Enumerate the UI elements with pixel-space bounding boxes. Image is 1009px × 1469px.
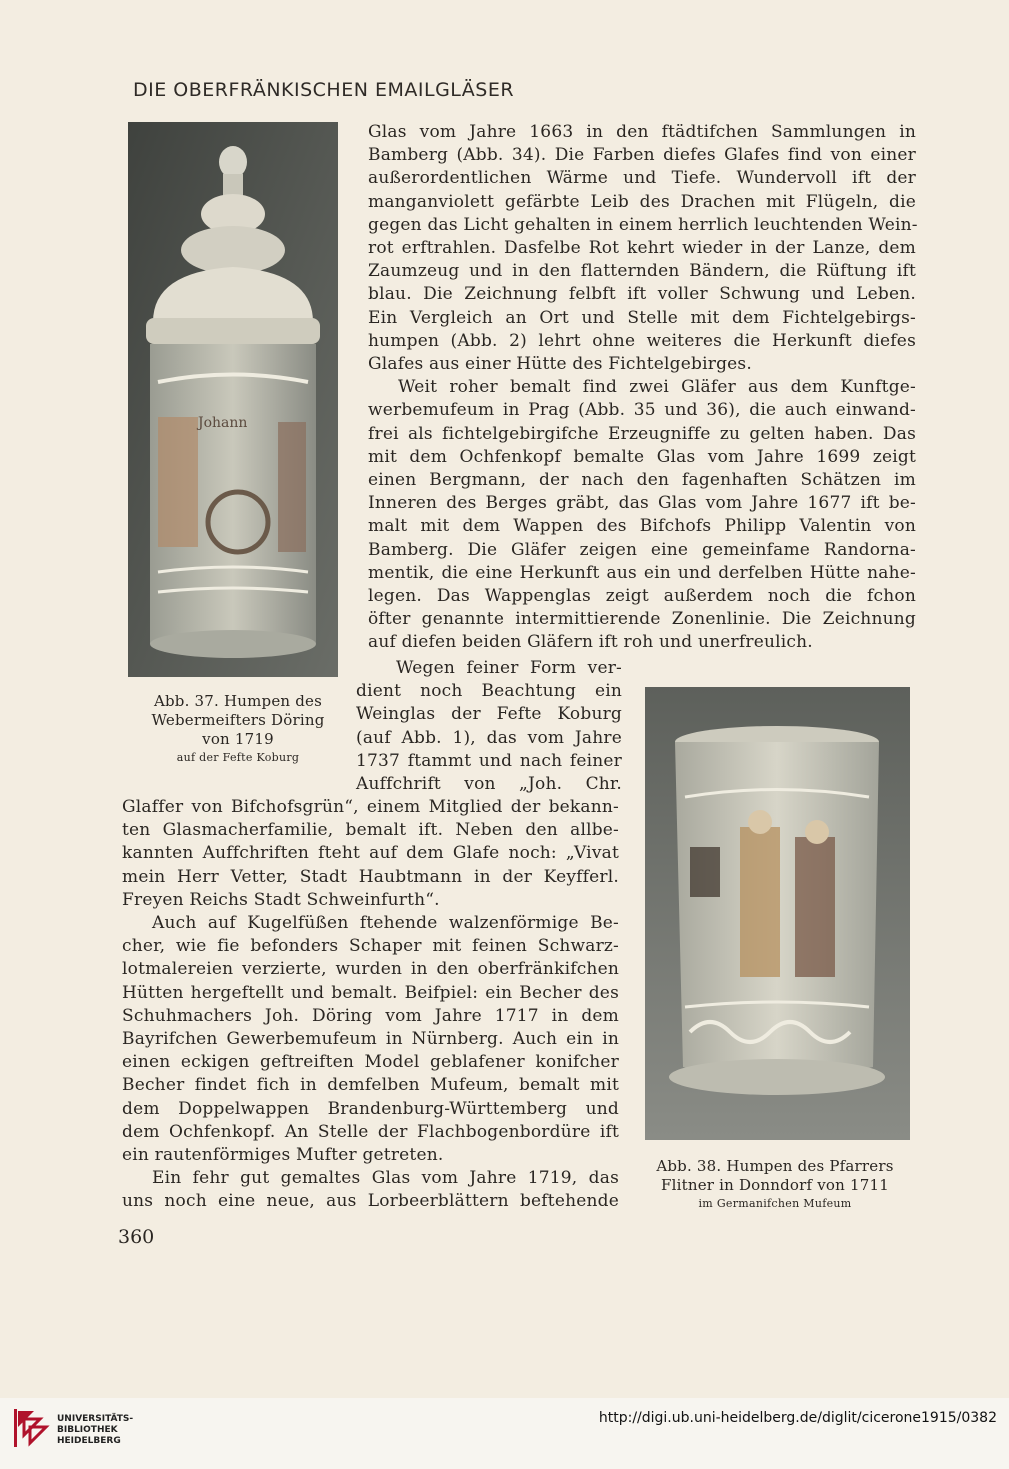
body-text-bottom: [122, 796, 619, 1214]
text-line: Inneren des Berges gräbt, das Glas vom Jahre 1677 ift be-: [368, 493, 916, 514]
figure-38-photo: [645, 687, 910, 1140]
caption-line: Flitner in Donndorf von 1711: [661, 1176, 889, 1194]
text-line: mein Herr Vetter, Stadt Haubtmann in der Keyfferl.: [122, 866, 619, 887]
text-line: Glas vom Jahre 1663 in den ftädtifchen Sammlungen in: [368, 122, 916, 142]
text-line: Glafes aus einer Hütte des Fichtelgebirges.: [368, 354, 752, 375]
library-line: UNIVERSITÄTS-: [57, 1414, 134, 1424]
text-line: cher, wie fie befonders Schaper mit feinen Schwarz-: [122, 936, 619, 957]
text-line: Auffchrift von „Joh. Chr.: [356, 774, 622, 795]
text-line: frei als fichtelgebirgifche Erzeugniffe zu gelten haben. Das: [368, 423, 916, 444]
text-line: malt mit dem Wappen des Bifchofs Philipp Valentin von: [368, 516, 916, 537]
library-line: HEIDELBERG: [57, 1436, 121, 1446]
svg-text:Johann: Johann: [198, 415, 248, 431]
text-line: Becher findet fich in demfelben Mufeum, bemalt mit: [122, 1075, 619, 1096]
text-line: werbemufeum in Prag (Abb. 35 und 36), die auch einwand-: [368, 400, 916, 421]
text-line: Glaffer von Bifchofsgrün“, einem Mitglied der bekann-: [122, 797, 619, 817]
text-line: Ein Vergleich an Ort und Stelle mit dem Fichtelgebirgs-: [368, 307, 916, 328]
text-line: einen eckigen geftreiften Model geblafener konifcher: [122, 1052, 619, 1073]
page-number: 360: [118, 1226, 155, 1248]
source-url-link[interactable]: http://digi.ub.uni-heidelberg.de/diglit/cicerone1915/0382: [598, 1410, 997, 1426]
text-line: Freyen Reichs Stadt Schweinfurth“.: [122, 889, 440, 910]
text-line: lotmalereien verzierte, wurden in den oberfränkifchen: [122, 959, 619, 980]
text-line: 1737 ftammt und nach feiner: [356, 750, 622, 771]
text-line: Auch auf Kugelfüßen ftehende walzenförmige Be-: [152, 913, 619, 934]
text-line: öfter genannte intermittierende Zonenlinie. Die Zeichnung: [368, 609, 916, 630]
figure-38-caption: [640, 1157, 910, 1212]
caption-line: Webermeifters Döring: [151, 711, 325, 729]
text-line: dient noch Beachtung ein: [356, 681, 622, 702]
text-line: einen Bergmann, der nach den fagenhaften Schätzen im: [368, 470, 916, 491]
library-name: [57, 1414, 133, 1447]
text-line: legen. Das Wappenglas zeigt außerdem noch die fchon: [368, 586, 916, 607]
text-line: (auf Abb. 1), das vom Jahre: [356, 727, 622, 748]
text-line: ein rautenförmiges Mufter getreten.: [122, 1145, 444, 1166]
body-text-middle: [356, 657, 622, 796]
tankard-illustration: [645, 687, 910, 1140]
text-line: Weit roher bemalt find zwei Gläfer aus dem Kunftge-: [398, 377, 916, 398]
text-line: humpen (Abb. 2) lehrt ohne weiteres die Herkunft diefes: [368, 330, 916, 351]
figure-37-photo: [128, 122, 338, 677]
figure-37-caption: [118, 692, 358, 766]
text-line: mit dem Ochfenkopf bemalte Glas vom Jahre 1699 zeigt: [368, 446, 916, 467]
lidded-tankard-illustration: [128, 122, 338, 677]
library-line: BIBLIOTHEK: [57, 1425, 118, 1435]
caption-location: im Germanifchen Mufeum: [698, 1197, 852, 1210]
library-logo-icon: [10, 1405, 50, 1451]
text-line: Ein fehr gut gemaltes Glas vom Jahre 1719, das: [152, 1168, 619, 1189]
text-line: uns noch eine neue, aus Lorbeerblättern beftehende: [122, 1191, 619, 1212]
body-text-top: [368, 121, 916, 655]
text-line: rot erftrahlen. Dasfelbe Rot kehrt wieder in der Lanze, dem: [368, 238, 916, 259]
text-line: manganviolett gefärbte Leib des Drachen mit Flügeln, die: [368, 191, 916, 212]
text-line: Bamberg (Abb. 34). Die Farben diefes Glafes find von einer: [368, 145, 916, 166]
text-line: Wegen feiner Form ver-: [396, 658, 622, 678]
text-line: ten Glasmacherfamilie, bemalt ift. Neben den allbe-: [122, 820, 619, 841]
text-line: Zaumzeug und in den flatternden Bändern, die Rüftung ift: [368, 261, 916, 282]
text-line: Bamberg. Die Gläfer zeigen eine gemeinfame Randorna-: [368, 539, 916, 560]
caption-line: Abb. 37. Humpen des: [153, 692, 323, 710]
text-line: dem Doppelwappen Brandenburg-Württemberg und: [122, 1098, 619, 1119]
text-line: dem Ochfenkopf. An Stelle der Flachbogenbordüre ift: [122, 1121, 619, 1142]
caption-location: auf der Fefte Koburg: [176, 751, 300, 764]
text-line: Weinglas der Fefte Koburg: [356, 704, 622, 725]
text-line: Bayrifchen Gewerbemufeum in Nürnberg. Auch ein in: [122, 1029, 619, 1050]
caption-line: Abb. 38. Humpen des Pfarrers: [656, 1157, 894, 1175]
text-line: blau. Die Zeichnung felbft ift voller Schwung und Leben.: [368, 284, 916, 305]
text-line: Hütten hergeftellt und bemalt. Beifpiel: ein Becher des: [122, 982, 619, 1003]
text-line: außerordentlichen Wärme und Tiefe. Wundervoll ift der: [368, 168, 916, 189]
running-header: DIE OBERFRÄNKISCHEN EMAILGLÄSER: [133, 79, 515, 101]
text-line: kannten Auffchriften fteht auf dem Glafe noch: „Vivat: [122, 843, 619, 864]
text-line: gegen das Licht gehalten in einem herrlich leuchtenden Wein-: [368, 214, 918, 235]
caption-line: von 1719: [202, 730, 274, 748]
footer-bar: [0, 1398, 1009, 1469]
text-line: mentik, die eine Herkunft aus ein und derfelben Hütte nahe-: [368, 562, 916, 583]
text-line: Schuhmachers Joh. Döring vom Jahre 1717 in dem: [122, 1005, 619, 1026]
text-line: auf diefen beiden Gläfern ift roh und unerfreulich.: [368, 632, 813, 653]
